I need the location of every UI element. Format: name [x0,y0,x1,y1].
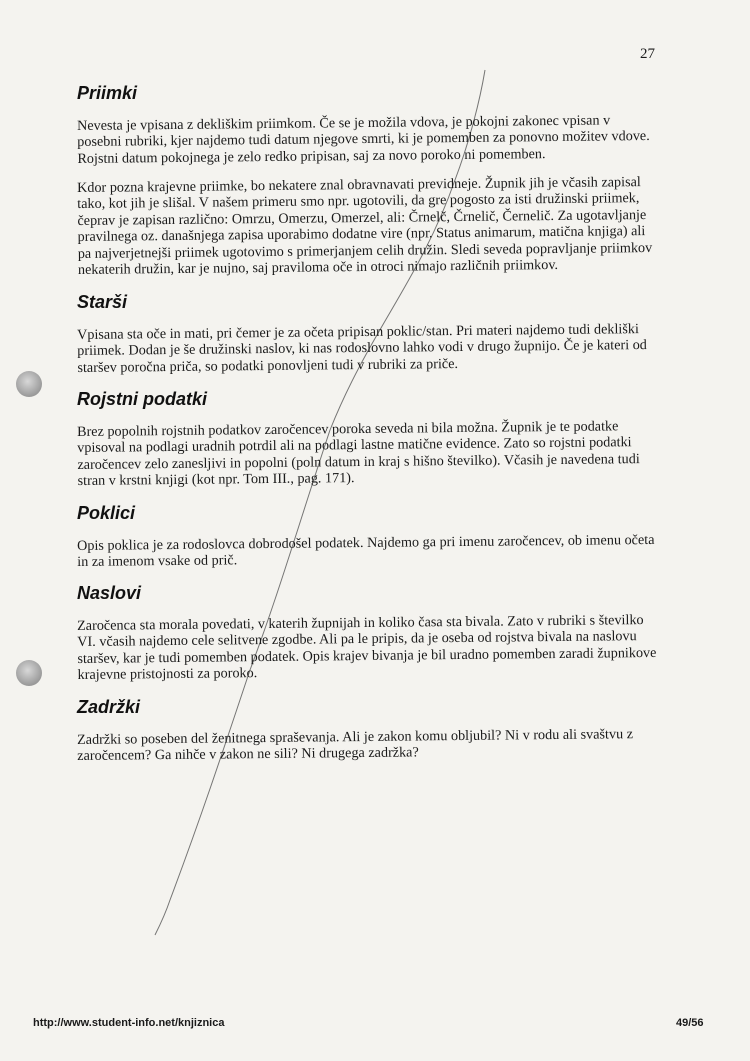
section-zadrzki [77,697,657,765]
section-heading: Poklici [77,502,136,523]
paragraph: Nevesta je vpisana z dekliškim priimkom. Če se je možila vdova, je pokojni zakonec vpisan v posebni rubriki, kjer najdemo tudi datum njegove smrti, ki je pomemben za ponovno možitev vdove. Rojstni datum pokojnega je zelo redko pripisan, saj za novo poroko ni pomemben. [77,112,650,167]
section-heading: Naslovi [77,583,142,604]
punch-hole-bottom [16,660,42,686]
footer-page-count: 49/56 [676,1017,704,1029]
section-heading: Priimki [77,83,138,103]
paragraph: Vpisana sta oče in mati, pri čemer je za očeta pripisan poklic/stan. Pri materi najdemo tudi dekliški priimek. Dodan je še družinski naslov, ki nas rodoslovno lahko vodi v drugo župnijo. Če je kateri od staršev poročna priča, so podatki ponovljeni tudi v rubriki za priče. [77,320,647,376]
section-starsi [77,292,657,376]
paragraph: Zaročenca sta morala povedati, v katerih župnijah in koliko časa sta bivala. Zato v rubriki s številko VI. včasih najdemo cele selitvene zgodbe. Ali pa le pripis, da je oseba od rojstva bivala na naslovu staršev, kar je tudi pomemben podatek. Opis krajev bivanja je bil uradno pomemben zaradi župnikove krajevne pristojnosti za poroko. [77,612,657,684]
paragraph: Zadržki so poseben del ženitnega spraševanja. Ali je zakon komu obljubil? Ni v rodu ali svaštvu z zaročencem? Ga nihče v zakon ne sili? Ni drugega zadržka? [77,726,634,765]
section-naslovi [77,583,657,684]
page-number: 27 [640,46,655,62]
section-poklici [77,503,657,571]
footer-url-link[interactable]: http://www.student-info.net/knjiznica [33,1017,225,1029]
section-heading: Rojstni podatki [77,388,207,409]
paragraph: Opis poklica je za rodoslovca dobrodošel podatek. Najdemo ga pri imenu zaročencev, ob imenu očeta in za imenom vsake od prič. [77,531,655,570]
paragraph: Brez popolnih rojstnih podatkov zaročencev poroka seveda ni bila možna. Župnik je te podatke vpisoval na podlagi uradnih potrdil ali na podlagi lastne matične evidence. Zato so rojstni podatki zaročencev zelo zanesljivi in popolni (poln datum in kraj s hišno številko). Včasih je navedena tudi stran v krstni knjigi (kot npr. Tom III., pag. 171). [77,418,640,490]
section-heading: Starši [77,291,128,312]
document-body [77,83,657,778]
punch-hole-top [16,371,42,397]
section-heading: Zadržki [77,696,141,717]
section-priimki [77,83,657,279]
section-rojstni-podatki [77,389,657,490]
paragraph: Kdor pozna krajevne priimke, bo nekatere znal obravnavati previdneje. Župnik jih je včasih zapisal tako, kot jih je slišal. V našem primeru smo npr. ugotovili, da gre pogosto za isti družinski priimek, čeprav je zapisan različno: Omrzu, Omerzu, Omerzel, ali: Črnelč, Črnelič, Černelič. Za ugotavljanje pravilnega oz. današnjega zapisa uporabimo dodatne vire (npr. Status animarum, matična knjiga) ali pa najverjetnejši priimek ugotovimo s primerjanjem celih družin. Sledi seveda popravljanje priimkov nekaterih družin, kar je nujno, saj praviloma oče in otroci nimajo različnih priimkov. [77,174,653,279]
